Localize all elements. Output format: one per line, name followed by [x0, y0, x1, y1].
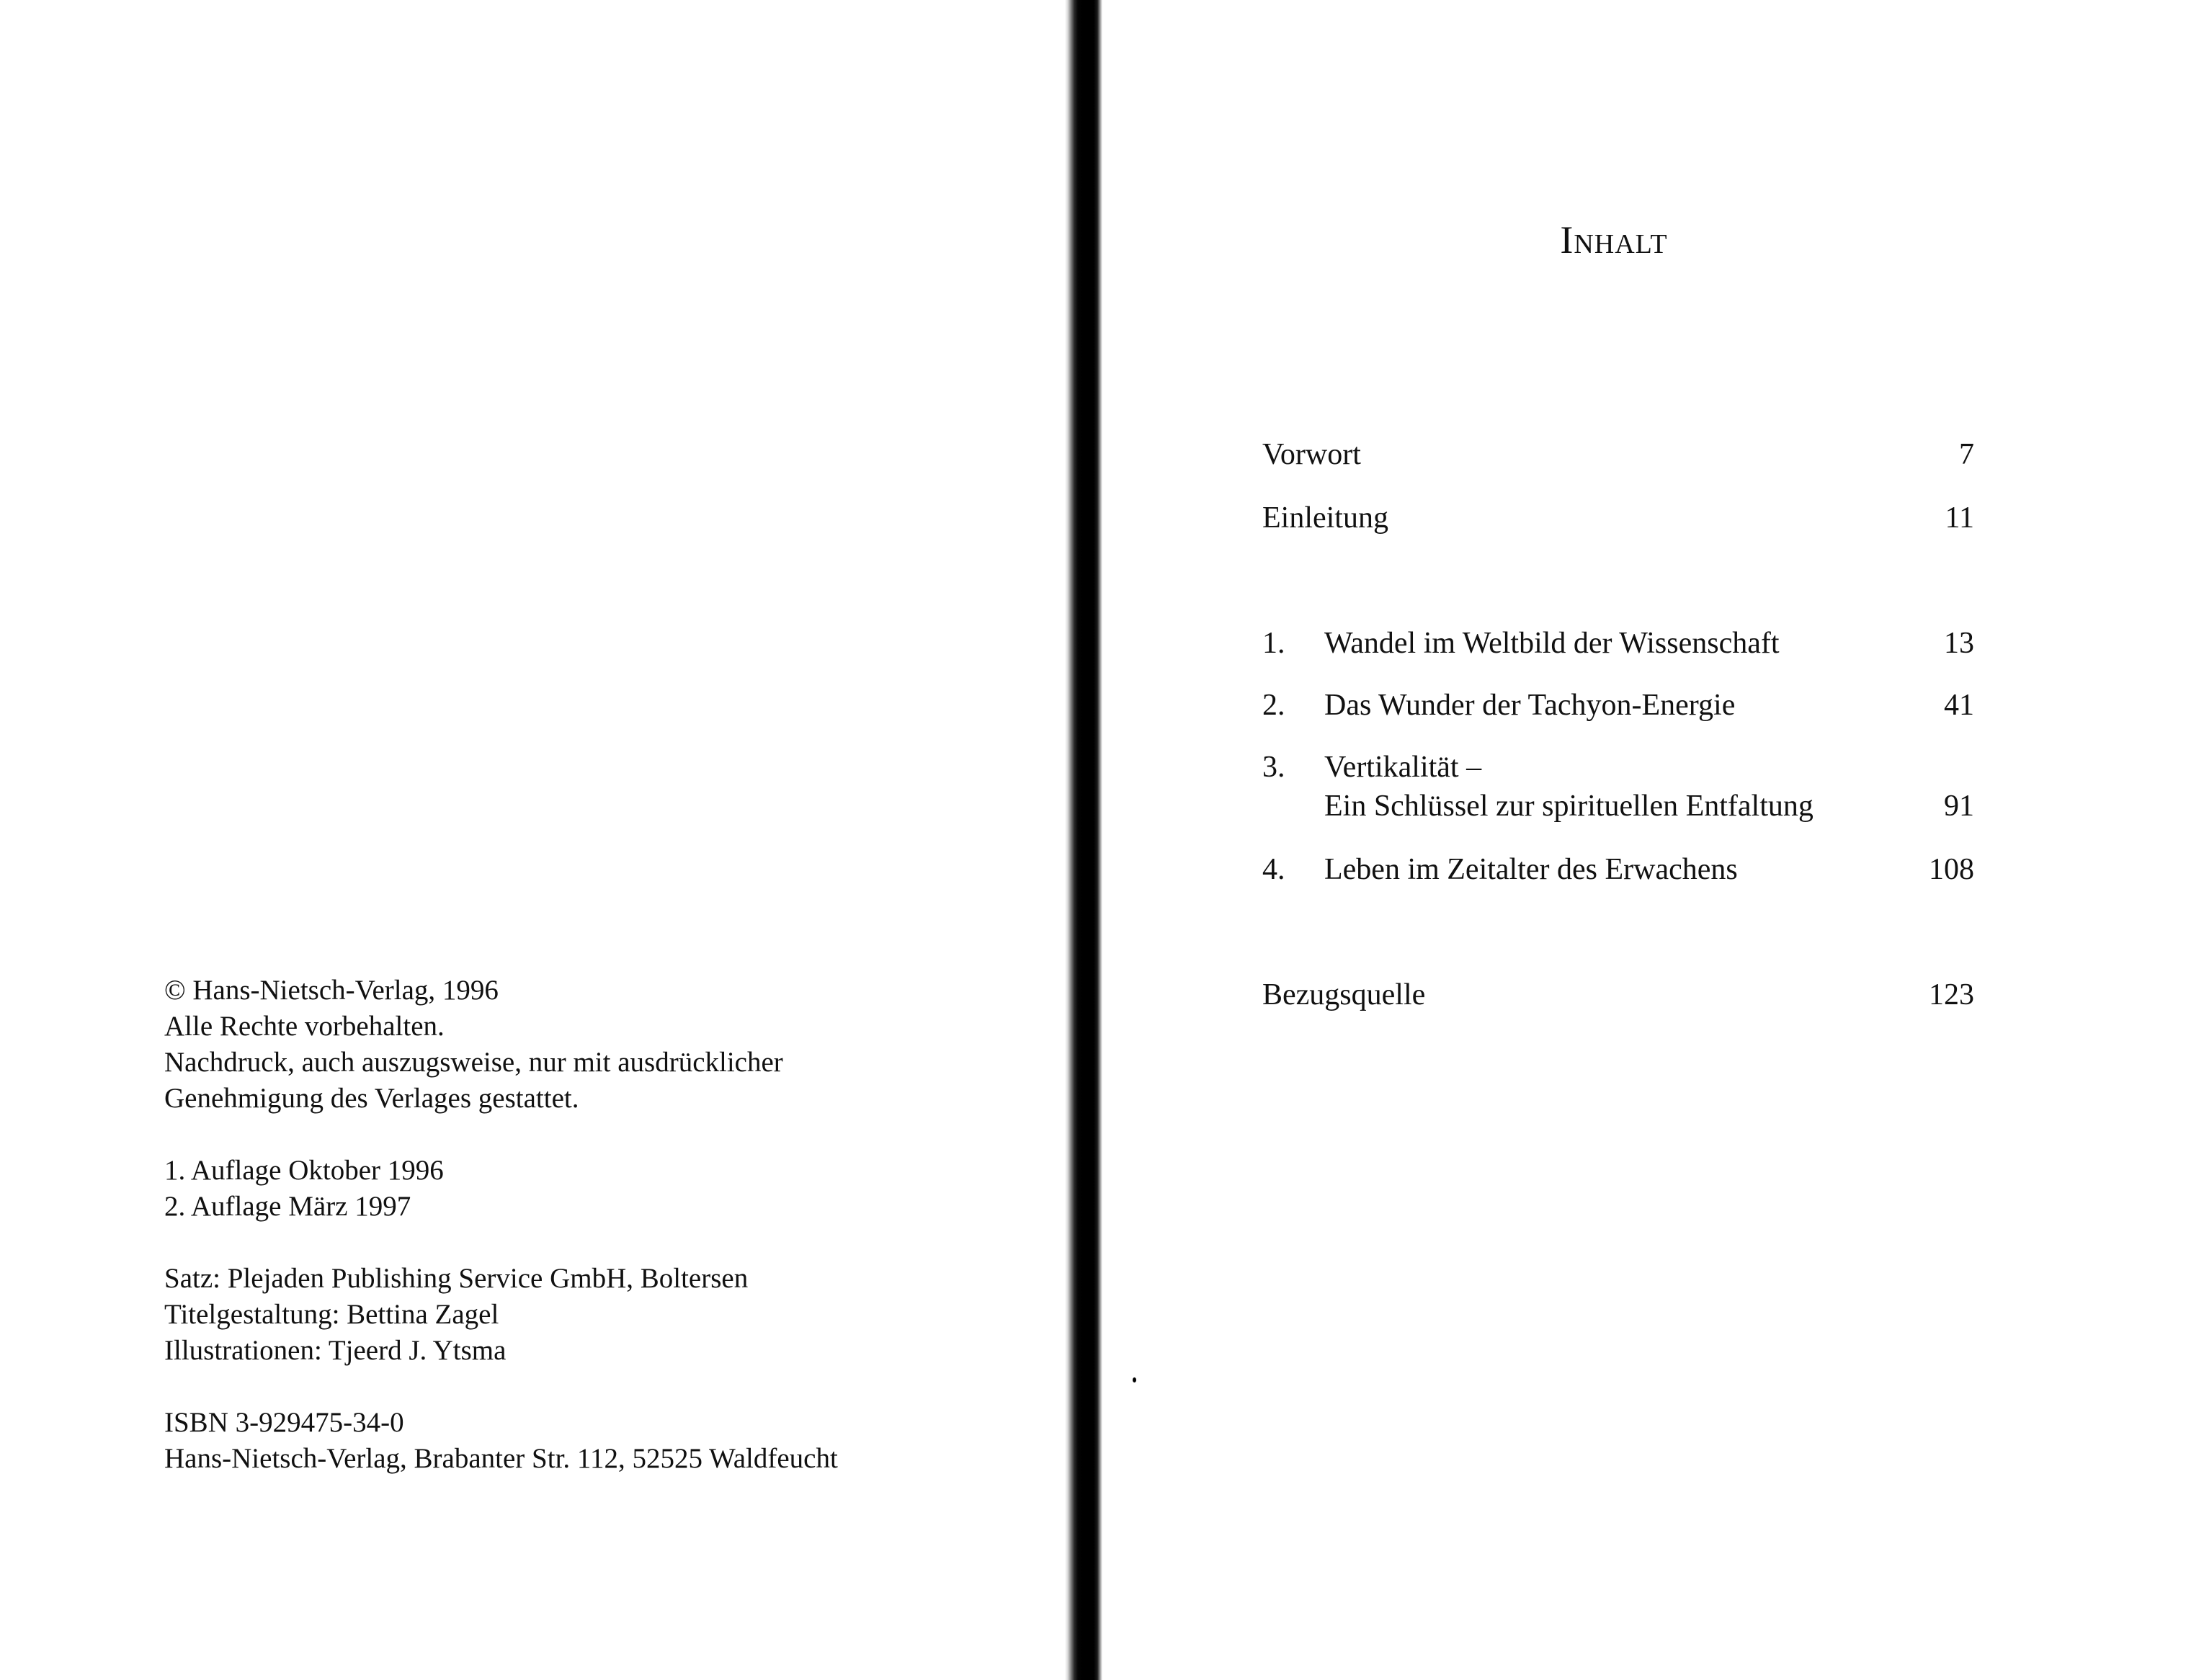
rights-line: Alle Rechte vorbehalten.	[164, 1011, 445, 1042]
toc-entry-page: 123	[1929, 978, 1974, 1011]
toc-entry-title-line: Bezugsquelle	[1262, 978, 1426, 1011]
toc-entry-number: 2.	[1262, 689, 1285, 722]
edition-line-2: 2. Auflage März 1997	[164, 1191, 411, 1222]
toc-entry-page: 108	[1929, 853, 1974, 886]
toc-entry-number: 3.	[1262, 751, 1285, 784]
toc-entry-page: 41	[1944, 689, 1974, 722]
imprint-edition-block	[164, 1153, 993, 1225]
scan-speck	[1133, 1377, 1136, 1382]
toc-title: Inhalt	[1560, 218, 1668, 262]
imprint	[164, 973, 993, 1477]
toc-entry-number: 1.	[1262, 627, 1285, 660]
toc-entry-number: 4.	[1262, 853, 1285, 886]
reprint-line-2: Genehmigung des Verlages gestattet.	[164, 1083, 579, 1114]
illustrations-credit: Illustrationen: Tjeerd J. Ytsma	[164, 1335, 507, 1366]
toc-entry-title-line: Das Wunder der Tachyon-Energie	[1324, 689, 1736, 722]
toc-entry-title-line: Einleitung	[1262, 501, 1388, 535]
toc-entry-title-line: Wandel im Weltbild der Wissenschaft	[1324, 627, 1780, 660]
imprint-isbn-block	[164, 1405, 993, 1477]
toc-entry-title	[1324, 624, 1780, 663]
isbn-line: ISBN 3-929475-34-0	[164, 1407, 404, 1438]
toc-entry-title-line: Vorwort	[1262, 438, 1361, 471]
reprint-line-1: Nachdruck, auch auszugsweise, nur mit ausdrücklicher	[164, 1047, 783, 1078]
toc-entry-page: 7	[1959, 438, 1974, 471]
book-gutter	[1065, 0, 1102, 1680]
toc-entry-title	[1262, 975, 1425, 1014]
toc-entry-page: 13	[1944, 627, 1974, 660]
toc-entry-title-line: Vertikalität –	[1324, 751, 1482, 784]
toc-entry-page: 91	[1944, 790, 1974, 823]
imprint-copyright-block	[164, 973, 993, 1117]
toc-entry-title	[1262, 435, 1361, 474]
toc-entry-title	[1324, 686, 1735, 725]
toc-entry-title-line: Leben im Zeitalter des Erwachens	[1324, 853, 1738, 886]
toc-entry-title-line: Ein Schlüssel zur spirituellen Entfaltung	[1324, 790, 1814, 823]
toc-entry-page: 11	[1945, 501, 1974, 535]
typesetting-credit: Satz: Plejaden Publishing Service GmbH, Boltersen	[164, 1263, 749, 1294]
cover-design-credit: Titelgestaltung: Bettina Zagel	[164, 1299, 499, 1330]
toc-entry-title	[1324, 850, 1738, 889]
toc-entry-title	[1262, 499, 1388, 537]
imprint-credits-block	[164, 1261, 993, 1369]
copyright-line: © Hans-Nietsch-Verlag, 1996	[164, 975, 499, 1006]
publisher-address: Hans-Nietsch-Verlag, Brabanter Str. 112, 52525 Waldfeucht	[164, 1443, 838, 1474]
toc-entry-title	[1324, 748, 1814, 826]
edition-line-1: 1. Auflage Oktober 1996	[164, 1155, 444, 1186]
